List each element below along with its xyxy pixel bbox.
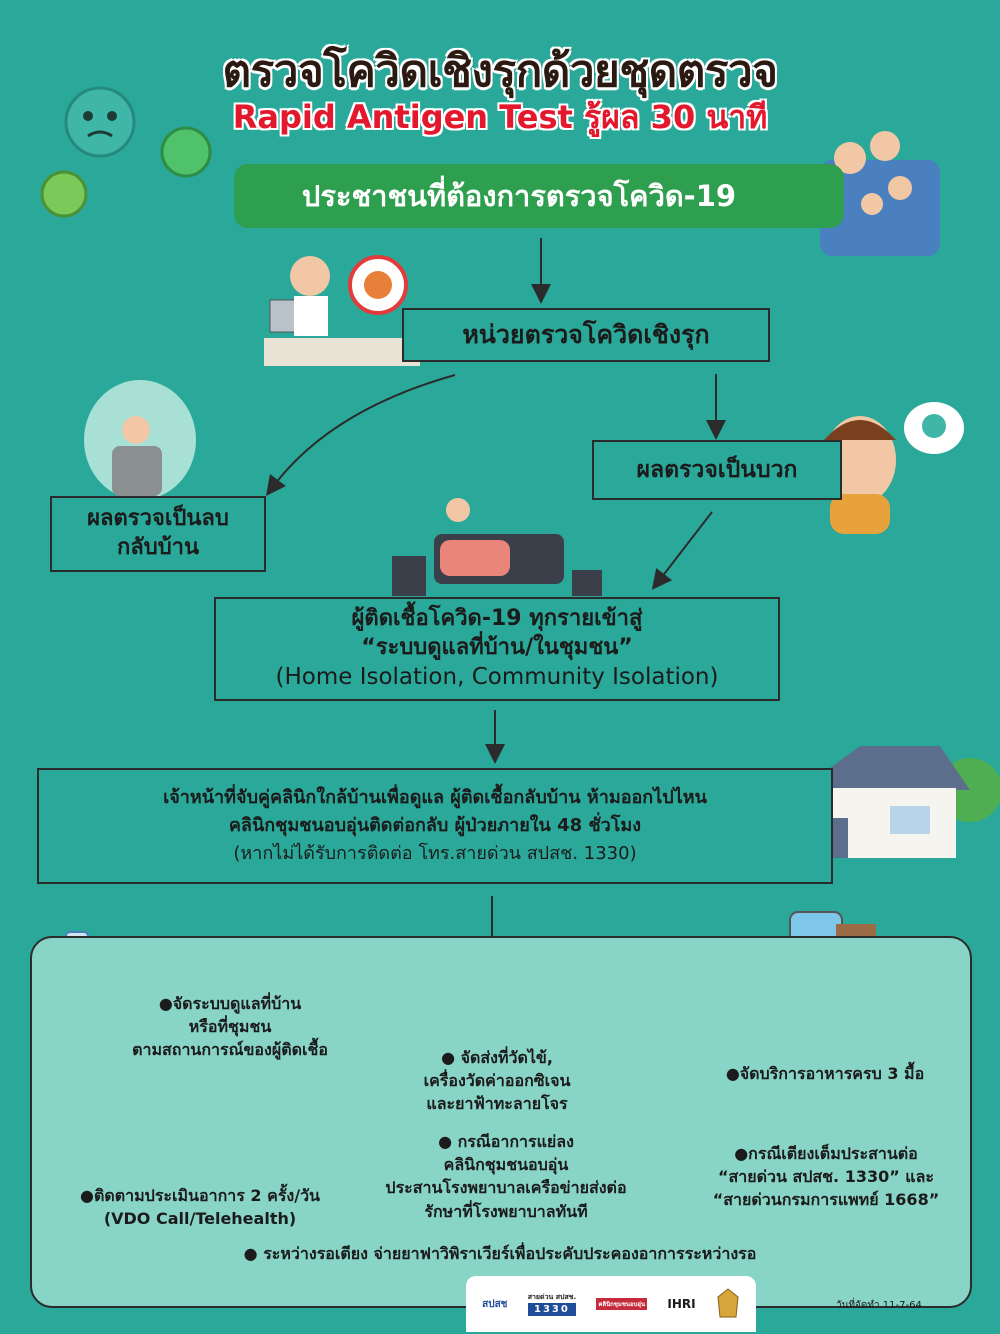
service-severe-line2: คลินิกชุมชนอบอุ่น	[443, 1155, 569, 1175]
service-meals	[700, 1062, 950, 1085]
service-monitor	[50, 1184, 350, 1230]
isolation-line3: (Home Isolation, Community Isolation)	[275, 663, 719, 690]
service-delivery-line3: และยาฟ้าทะลายโจร	[426, 1094, 568, 1114]
matching-line3: (หากไม่ได้รับการติดต่อ โทร.สายด่วน สปสช. 1330)	[233, 842, 637, 864]
woman-not-virus-illustration	[84, 380, 196, 500]
arrow-unit-to-negative	[272, 375, 455, 488]
clinic-logo: คลินิกชุมชนอบอุ่น	[596, 1298, 647, 1310]
service-bed-full	[688, 1142, 964, 1212]
sick-man-illustration	[824, 402, 964, 534]
negative-result-line2: กลับบ้าน	[116, 535, 200, 560]
service-severe-line1: ● กรณีอาการแย่ลง	[438, 1132, 574, 1151]
service-bed-full-line2: “สายด่วน สปสช. 1330” และ	[717, 1167, 935, 1187]
isolation-line1: ผู้ติดเชื้อโควิด-19 ทุกรายเข้าสู่	[351, 606, 643, 632]
service-severe-line3: ประสานโรงพยาบาลเครือข่ายส่งต่อ	[385, 1178, 627, 1198]
positive-result-label: ผลตรวจเป็นบวก	[636, 457, 798, 483]
emblem-logo	[716, 1287, 740, 1322]
negative-result-line1: ผลตรวจเป็นลบ	[87, 506, 229, 532]
arrow-positive-to-isolation	[658, 512, 712, 582]
service-monitor-line1: ●ติดตามประเมินอาการ 2 ครั้ง/วัน	[80, 1186, 320, 1205]
service-bed-full-line1: ●กรณีเตียงเต็มประสานต่อ	[734, 1144, 918, 1163]
service-waiting: ● ระหว่างรอเตียง จ่ายยาฟาวิพิราเวียร์เพื่อประคับประคองอาการระหว่างรอ	[243, 1244, 757, 1263]
page-title: ตรวจโควิดเชิงรุกด้วยชุดตรวจ	[222, 46, 778, 97]
date-created: วันที่จัดทำ 11-7-64	[836, 1300, 922, 1311]
matching-line1: เจ้าหน้าที่จับคู่คลินิกใกล้บ้านเพื่อดูแล ผู้ติดเชื้อกลับบ้าน ห้ามออกไปไหน	[163, 787, 707, 809]
service-home-care-line2: หรือที่ชุมชน	[188, 1017, 272, 1037]
negative-result-node	[50, 496, 266, 572]
footer-logos	[466, 1276, 756, 1332]
service-severe	[356, 1130, 656, 1223]
service-delivery-line1: ● จัดส่งที่วัดไข้,	[441, 1048, 553, 1067]
doctor-desk-illustration	[264, 256, 420, 366]
hotline-logo: สายด่วน สปสช. 1330	[527, 1293, 577, 1315]
service-meals-line1: ●จัดบริการอาหารครบ 3 มื้อ	[725, 1064, 925, 1083]
nhso-logo: สปสช	[482, 1298, 508, 1310]
start-node: ประชาชนที่ต้องการตรวจโควิด-19	[234, 164, 844, 228]
testing-unit-node	[402, 308, 770, 362]
isolation-node	[214, 597, 780, 701]
service-delivery	[372, 1046, 622, 1116]
positive-result-node	[592, 440, 842, 500]
clinic-matching-node	[37, 768, 833, 884]
sofa-illustration	[392, 498, 602, 596]
service-home-care-line3: ตามสถานการณ์ของผู้ติดเชื้อ	[132, 1040, 328, 1060]
service-delivery-line2: เครื่องวัดค่าออกซิเจน	[423, 1071, 571, 1091]
testing-unit-label: หน่วยตรวจโควิดเชิงรุก	[462, 320, 710, 349]
page-subtitle: Rapid Antigen Test รู้ผล 30 นาที	[232, 98, 768, 136]
service-home-care	[90, 992, 370, 1062]
isolation-line2: “ระบบดูแลที่บ้าน/ในชุมชน”	[361, 635, 633, 661]
service-bed-full-line3: “สายด่วนกรมการแพทย์ 1668”	[712, 1190, 940, 1210]
ihri-logo: IHRI	[667, 1297, 696, 1311]
service-severe-line4: รักษาที่โรงพยาบาลทันที	[424, 1201, 588, 1221]
service-monitor-line2: (VDO Call/Telehealth)	[103, 1209, 297, 1229]
matching-line2: คลินิกชุมชนอบอุ่นติดต่อกลับ ผู้ป่วยภายใน 48 ชั่วโมง	[228, 815, 642, 837]
service-home-care-line1: ●จัดระบบดูแลที่บ้าน	[158, 994, 302, 1013]
